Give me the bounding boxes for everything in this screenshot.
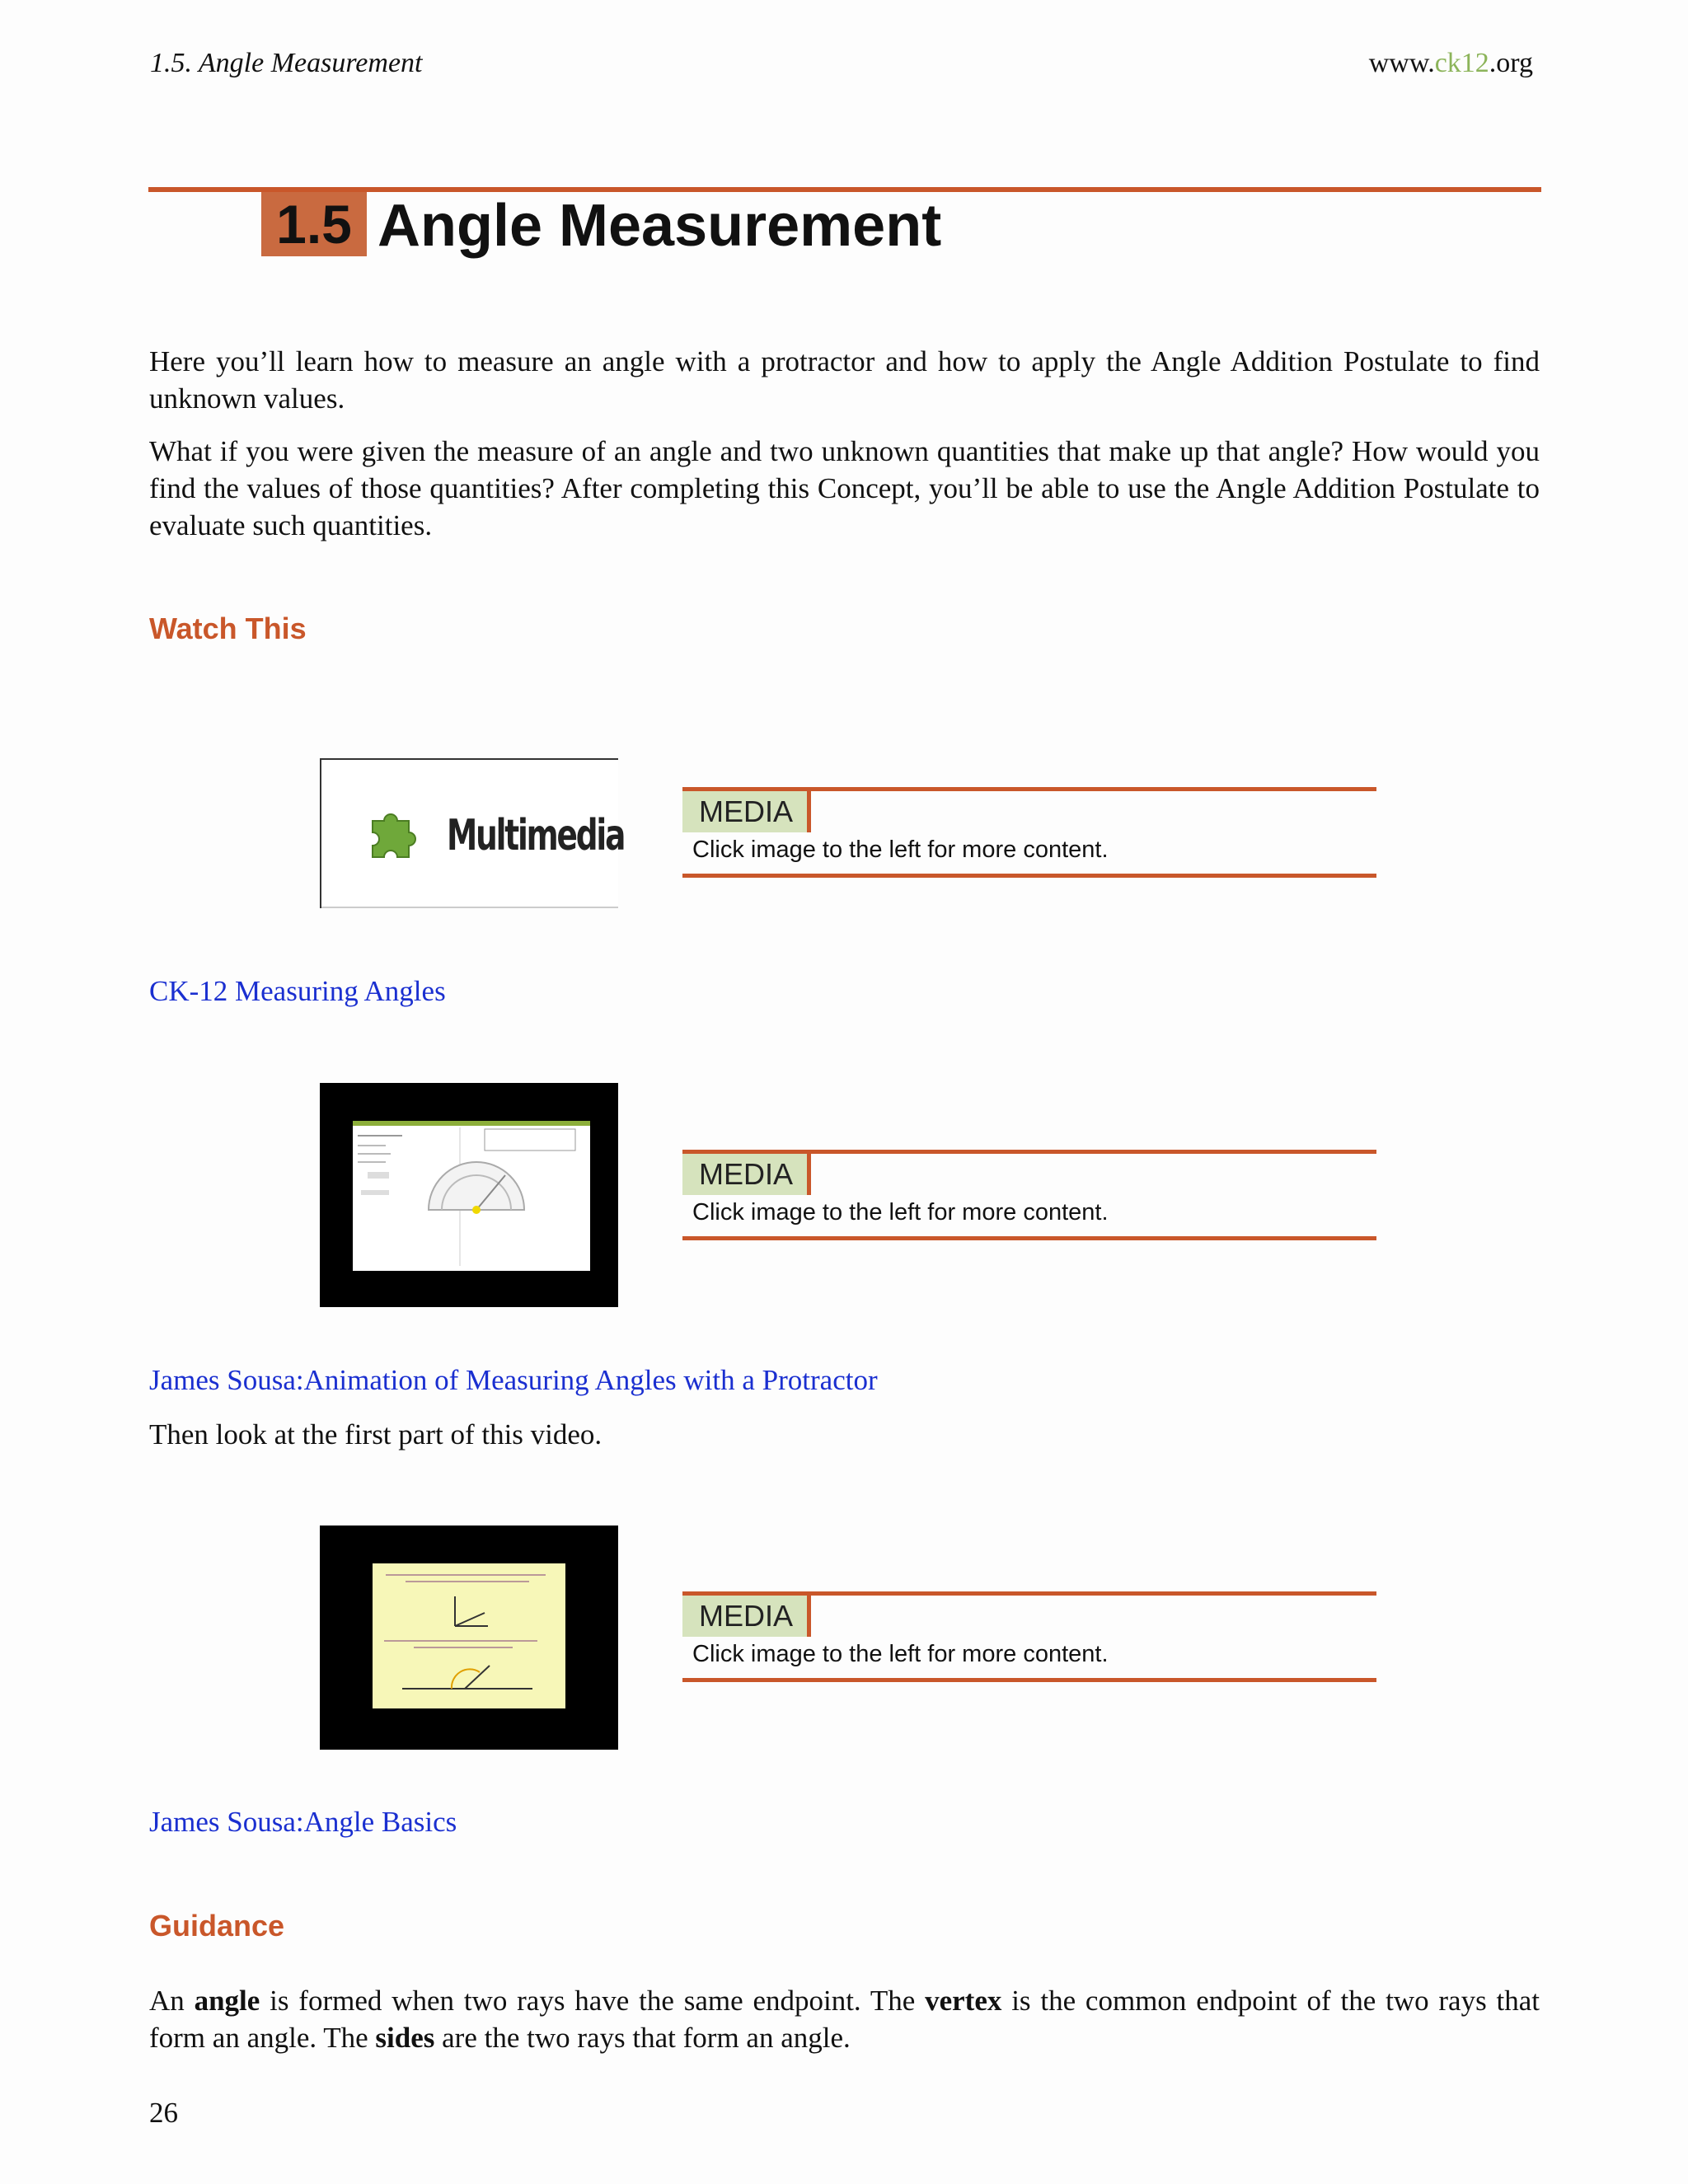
media-rule-bottom xyxy=(682,1236,1376,1240)
multimedia-thumbnail[interactable] xyxy=(320,758,625,908)
protractor-screen xyxy=(353,1121,590,1271)
link-james-sousa-angle-basics[interactable]: James Sousa:Angle Basics xyxy=(149,1806,457,1838)
media-tag: MEDIA xyxy=(682,1596,811,1637)
media-rule-bottom xyxy=(682,1678,1376,1682)
media-callout-3 xyxy=(682,1591,1376,1682)
angle-basics-illustration xyxy=(373,1563,565,1708)
multimedia-label: Multimedia xyxy=(447,811,625,860)
angle-basics-screen xyxy=(373,1563,565,1708)
thumbnail-divider xyxy=(321,907,618,908)
guidance-paragraph xyxy=(149,1982,1540,2056)
media-description: Click image to the left for more content. xyxy=(692,1199,1109,1226)
watch-this-heading: Watch This xyxy=(149,612,307,645)
then-look-text: Then look at the first part of this video. xyxy=(149,1418,603,1451)
term-sides: sides xyxy=(375,2022,435,2054)
chapter-title: Angle Measurement xyxy=(377,193,942,259)
link-james-sousa-protractor[interactable]: James Sousa:Animation of Measuring Angles with a Protractor xyxy=(149,1364,878,1396)
site-ck: ck12 xyxy=(1434,48,1489,78)
puzzle-piece-icon xyxy=(361,803,424,865)
link-ck12-measuring-angles[interactable]: CK-12 Measuring Angles xyxy=(149,975,446,1007)
page-number: 26 xyxy=(149,2097,178,2129)
protractor-video-thumbnail[interactable] xyxy=(320,1083,618,1307)
intro-paragraph-1: Here you’ll learn how to measure an angle with a protractor and how to apply the Angle Addition Postulate to find unknown values. xyxy=(149,345,1540,415)
guidance-text: is formed when two rays have the same endpoint. The xyxy=(260,1985,926,2017)
guidance-text: are the two rays that form an angle. xyxy=(434,2022,851,2054)
chapter-number-badge: 1.5 xyxy=(261,192,367,256)
intro-paragraph-2: What if you were given the measure of an angle and two unknown quantities that make up that angle? How would you find the values of those quantities? After completing this Concept, you’ll be able to use the Angle Addition Postulate to evaluate such quantities. xyxy=(149,435,1540,541)
guidance-text: is the common endpoint of the two rays that form an angle. The xyxy=(149,1985,1540,2054)
angle-basics-video-thumbnail[interactable] xyxy=(320,1526,618,1750)
term-vertex: vertex xyxy=(925,1985,1002,2017)
running-header-section: 1.5. Angle Measurement xyxy=(150,48,423,78)
media-callout-2 xyxy=(682,1150,1376,1240)
media-tag: MEDIA xyxy=(682,791,811,832)
site-suffix: .org xyxy=(1489,48,1533,78)
site-prefix: www. xyxy=(1368,48,1435,78)
media-description: Click image to the left for more content. xyxy=(692,1641,1109,1667)
media-rule-bottom xyxy=(682,874,1376,878)
media-tag: MEDIA xyxy=(682,1154,811,1195)
running-header-site[interactable] xyxy=(1369,48,1533,79)
media-callout-1 xyxy=(682,787,1376,878)
media-description: Click image to the left for more content. xyxy=(692,837,1109,863)
guidance-text: An xyxy=(149,1985,195,2017)
term-angle: angle xyxy=(194,1985,260,2017)
protractor-illustration xyxy=(353,1126,590,1266)
guidance-heading: Guidance xyxy=(149,1909,285,1943)
